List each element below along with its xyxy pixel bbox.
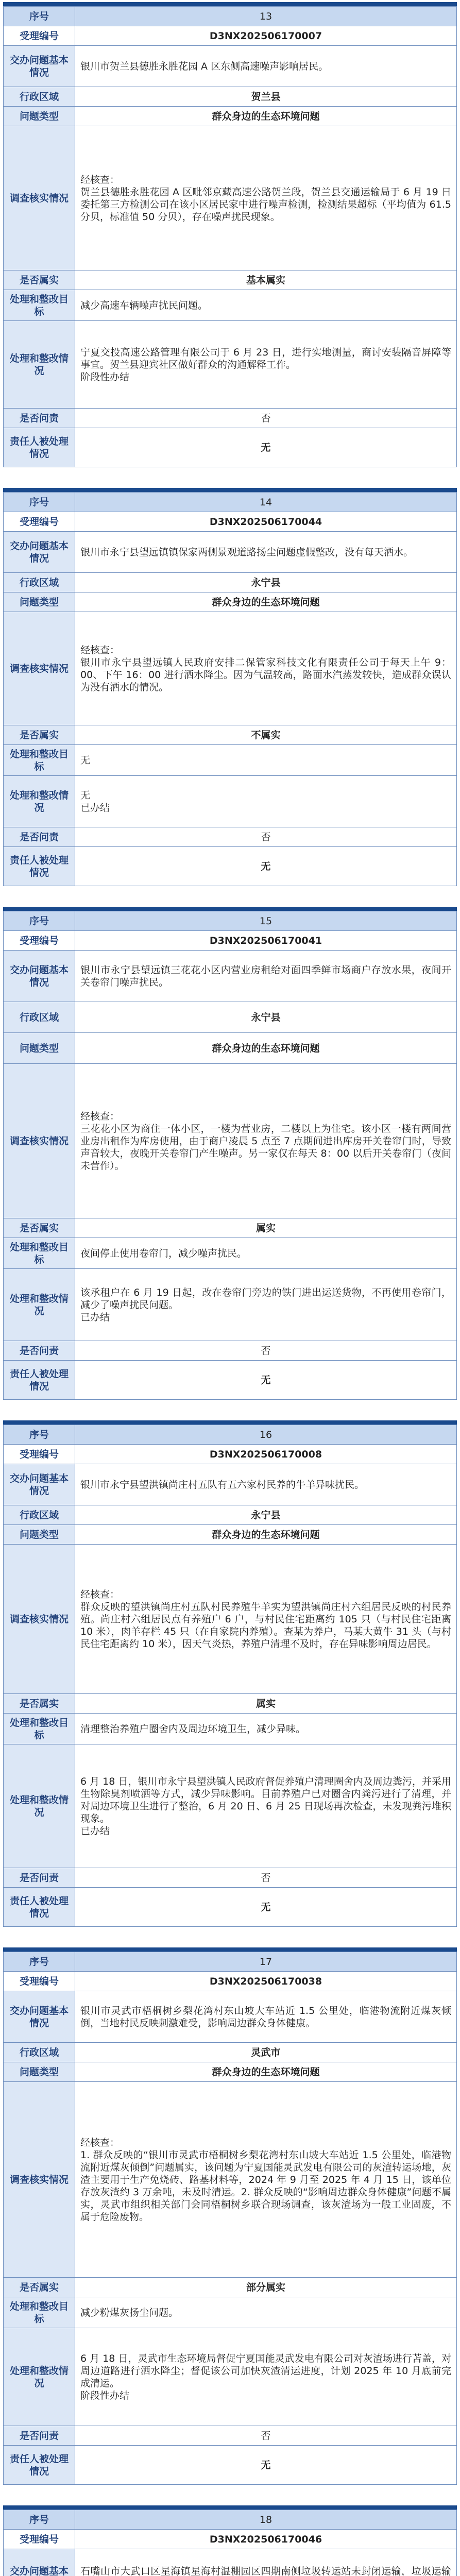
district-value: 永宁县: [75, 573, 457, 592]
record-14: [3, 488, 457, 886]
status-tail: 阶段性办结: [80, 2389, 130, 2401]
accountable-value: 否: [75, 1868, 457, 1888]
serial-label: 序号: [4, 1952, 75, 1972]
record-table: [3, 1952, 457, 2485]
content-value: 银川市永宁县望洪镇尚庄村五队有五六家村民养的牛羊异味扰民。: [75, 1464, 457, 1505]
accountable-label: 是否问责: [4, 1341, 75, 1361]
type-label: 问题类型: [4, 107, 75, 126]
district-label: 行政区域: [4, 1002, 75, 1033]
status-value: [75, 776, 457, 827]
serial-value: 13: [75, 7, 457, 26]
goal-value: 夜间停止使用卷帘门，减少噪声扰民。: [75, 1238, 457, 1269]
serial-label: 序号: [4, 2510, 75, 2530]
code-value: D3NX202506170038: [75, 1972, 457, 1991]
content-value: 石嘴山市大武口区星海镇星海村温棚园区四期南侧垃圾转运站未封闭运输，垃圾运输: [75, 2549, 457, 2576]
code-value: D3NX202506170044: [75, 512, 457, 532]
verified-label: 是否属实: [4, 725, 75, 745]
verified-value: 部分属实: [75, 2278, 457, 2297]
status-label: 处理和整改情况: [4, 776, 75, 827]
content-label: 交办问题基本情况: [4, 1464, 75, 1505]
status-tail: 阶段性办结: [80, 371, 130, 383]
code-value: D3NX202506170007: [75, 26, 457, 46]
verified-label: 是否属实: [4, 2278, 75, 2297]
survey-body: 贺兰县德胜永胜花园 A 区毗邻京藏高速公路贺兰段，贺兰县交通运输局于 6 月 19 日委托第三方检测公司在该小区居民家中进行噪声检测，检测结果超标（平均值为 61.5 分贝，标准值 50 分贝），存在噪声扰民现象。: [80, 186, 451, 223]
serial-value: 17: [75, 1952, 457, 1972]
district-value: 永宁县: [75, 1505, 457, 1525]
record-top-bar: [3, 2505, 457, 2510]
record-table: [3, 1425, 457, 1927]
record-18: [3, 2505, 457, 2576]
survey-head: 经核查：: [80, 174, 120, 185]
district-value: 贺兰县: [75, 87, 457, 107]
accountable-value: 否: [75, 409, 457, 428]
survey-body: 1. 群众反映的“银川市灵武市梧桐树乡梨花湾村东山坡大车站近 1.5 公里处，临港物流附近煤灰倾倒”问题属实，该问题为宁夏国能灵武发电有限公司的灰渣转运场地，灰渣主要用于生产免烧砖、路基材料等，2024 年 9 月至 2025 年 4 月 15 日，该单位存放灰渣约 3 万余吨，未及时清运。2. 群众反映的“影响周边群众身体健康”问题不属实，灵武市组织相关部门会同梧桐树乡联合现场调查，该灰渣场为一般工业固废，不属于危险废物。: [80, 2149, 451, 2223]
status-value: [75, 1744, 457, 1868]
accountable-value: 否: [75, 2426, 457, 2446]
person-label: 责任人被处理情况: [4, 2446, 75, 2485]
serial-label: 序号: [4, 911, 75, 931]
verified-value: 属实: [75, 1694, 457, 1714]
survey-body: 群众反映的望洪镇尚庄村五队村民养殖牛羊实为望洪镇尚庄村六组居民反映的村民养殖。尚庄村六组居民点有养殖户 6 户，与村民住宅距离约 105 只（与村民住宅距离 10 米），肉羊存栏 45 只（在自家院内养殖）。查某为养户，马某大黄牛 31 头（与村民住宅距离约 10 米），因天气炎热，养殖户清理不及时，存在异味影响周边居民。: [80, 1601, 451, 1650]
serial-value: 14: [75, 493, 457, 512]
content-label: 交办问题基本: [4, 2549, 75, 2576]
person-value: 无: [75, 847, 457, 886]
status-label: 处理和整改情况: [4, 1269, 75, 1341]
type-value: 群众身边的生态环境问题: [75, 1525, 457, 1545]
person-label: 责任人被处理情况: [4, 428, 75, 467]
type-label: 问题类型: [4, 592, 75, 612]
status-label: 处理和整改情况: [4, 321, 75, 409]
status-value: [75, 2328, 457, 2426]
type-label: 问题类型: [4, 1525, 75, 1545]
content-label: 交办问题基本情况: [4, 532, 75, 573]
goal-value: 减少高速车辆噪声扰民问题。: [75, 290, 457, 321]
type-label: 问题类型: [4, 2062, 75, 2082]
goal-label: 处理和整改目标: [4, 290, 75, 321]
record-top-bar: [3, 2, 457, 6]
content-value: 银川市永宁县望远镇镇保家两侧景观道路扬尘问题虚假整改，没有每天洒水。: [75, 532, 457, 573]
status-body: 该承租户在 6 月 19 日起，改在卷帘门旁边的铁门进出运送货物，不再使用卷帘门，减少了噪声扰民问题。: [80, 1286, 451, 1311]
code-label: 受理编号: [4, 931, 75, 951]
accountable-value: 否: [75, 1341, 457, 1361]
verified-label: 是否属实: [4, 270, 75, 290]
code-label: 受理编号: [4, 26, 75, 46]
goal-value: 减少粉煤灰扬尘问题。: [75, 2297, 457, 2328]
survey-head: 经核查：: [80, 644, 120, 656]
person-label: 责任人被处理情况: [4, 1888, 75, 1927]
status-label: 处理和整改情况: [4, 2328, 75, 2426]
accountable-label: 是否问责: [4, 2426, 75, 2446]
record-table: [3, 2510, 457, 2576]
code-label: 受理编号: [4, 1445, 75, 1464]
content-value: 银川市永宁县望远镇三花花小区内营业房租给对面四季鲜市场商户存放水果，夜间开关卷帘门噪声扰民。: [75, 951, 457, 1002]
survey-label: 调查核实情况: [4, 2082, 75, 2278]
status-body: 6 月 18 日，灵武市生态环境局督促宁夏国能灵武发电有限公司对灰渣场进行苫盖，对周边道路进行洒水降尘；督促该公司加快灰渣清运进度，计划 2025 年 10 月底前完成清运。: [80, 2352, 451, 2389]
record-13: [3, 2, 457, 467]
survey-label: 调查核实情况: [4, 126, 75, 270]
status-body: 无: [80, 789, 91, 801]
code-label: 受理编号: [4, 2530, 75, 2549]
survey-label: 调查核实情况: [4, 1545, 75, 1694]
serial-value: 18: [75, 2510, 457, 2530]
record-top-bar: [3, 1420, 457, 1425]
person-value: 无: [75, 1361, 457, 1400]
district-label: 行政区域: [4, 573, 75, 592]
verified-label: 是否属实: [4, 1218, 75, 1238]
type-value: 群众身边的生态环境问题: [75, 592, 457, 612]
status-body: 6 月 18 日，银川市永宁县望洪镇人民政府督促养殖户清理圈舍内及周边粪污，并采用生物除臭剂喷洒等方式，减少异味影响。目前养殖户已对圈舍内粪污进行了清理，并对周边环境卫生进行了整治，6 月 20 日、6 月 25 日现场再次检查，未发现粪污堆积现象。: [80, 1775, 451, 1824]
district-label: 行政区域: [4, 2043, 75, 2062]
accountable-value: 否: [75, 827, 457, 847]
code-value: D3NX202506170041: [75, 931, 457, 951]
content-label: 交办问题基本情况: [4, 46, 75, 87]
survey-value: [75, 1064, 457, 1218]
district-label: 行政区域: [4, 1505, 75, 1525]
code-label: 受理编号: [4, 512, 75, 532]
person-value: 无: [75, 2446, 457, 2485]
person-value: 无: [75, 1888, 457, 1927]
content-label: 交办问题基本情况: [4, 951, 75, 1002]
district-label: 行政区域: [4, 87, 75, 107]
record-top-bar: [3, 907, 457, 911]
person-value: 无: [75, 428, 457, 467]
survey-value: [75, 1545, 457, 1694]
record-top-bar: [3, 488, 457, 492]
record-top-bar: [3, 1947, 457, 1952]
record-table: [3, 6, 457, 467]
survey-body: 银川市永宁县望远镇人民政府安排二保管家科技文化有限责任公司于每天上午 9：00、下午 16：00 进行洒水降尘。因为气温较高，路面水汽蒸发较快，造成群众误认为没有洒水的情况。: [80, 656, 451, 693]
content-label: 交办问题基本情况: [4, 1991, 75, 2043]
accountable-label: 是否问责: [4, 1868, 75, 1888]
record-table: [3, 492, 457, 886]
status-tail: 已办结: [80, 1825, 110, 1837]
goal-label: 处理和整改目标: [4, 1714, 75, 1744]
goal-value: 清理整治养殖户圈舍内及周边环境卫生，减少异味。: [75, 1714, 457, 1744]
status-tail: 已办结: [80, 802, 110, 814]
verified-label: 是否属实: [4, 1694, 75, 1714]
type-value: 群众身边的生态环境问题: [75, 2062, 457, 2082]
status-label: 处理和整改情况: [4, 1744, 75, 1868]
status-tail: 已办结: [80, 1311, 110, 1323]
serial-label: 序号: [4, 493, 75, 512]
verified-value: 基本属实: [75, 270, 457, 290]
content-value: 银川市贺兰县德胜永胜花园 A 区东侧高速噪声影响居民。: [75, 46, 457, 87]
document-page: [0, 2, 460, 2576]
status-value: [75, 1269, 457, 1341]
survey-label: 调查核实情况: [4, 612, 75, 725]
verified-value: 属实: [75, 1218, 457, 1238]
record-15: [3, 907, 457, 1400]
serial-value: 15: [75, 911, 457, 931]
code-value: D3NX202506170046: [75, 2530, 457, 2549]
status-body: 宁夏交投高速公路管理有限公司于 6 月 23 日，进行实地测量，商讨安装隔音屏障等事宜。贺兰县迎宾社区做好群众的沟通解释工作。: [80, 346, 451, 370]
accountable-label: 是否问责: [4, 827, 75, 847]
serial-label: 序号: [4, 7, 75, 26]
type-value: 群众身边的生态环境问题: [75, 1033, 457, 1064]
type-value: 群众身边的生态环境问题: [75, 107, 457, 126]
district-value: 灵武市: [75, 2043, 457, 2062]
survey-value: [75, 2082, 457, 2278]
record-17: [3, 1947, 457, 2485]
status-value: [75, 321, 457, 409]
survey-head: 经核查：: [80, 2137, 120, 2148]
verified-value: 不属实: [75, 725, 457, 745]
survey-head: 经核查：: [80, 1588, 120, 1600]
survey-head: 经核查：: [80, 1110, 120, 1122]
person-label: 责任人被处理情况: [4, 847, 75, 886]
survey-label: 调查核实情况: [4, 1064, 75, 1218]
goal-label: 处理和整改目标: [4, 745, 75, 776]
district-value: 永宁县: [75, 1002, 457, 1033]
survey-value: [75, 612, 457, 725]
goal-value: 无: [75, 745, 457, 776]
serial-label: 序号: [4, 1425, 75, 1445]
record-table: [3, 911, 457, 1400]
survey-body: 三花花小区为商住一体小区，一楼为营业房，二楼以上为住宅。该小区一楼有两间营业房出租作为库房使用，由于商户凌晨 5 点至 7 点期间进出库房开关卷帘门时，导致声音较大，夜晚开关卷帘门产生噪声。另一家仅在每天 8：00 以后开关卷帘门（夜间未营作）。: [80, 1123, 451, 1172]
survey-value: [75, 126, 457, 270]
goal-label: 处理和整改目标: [4, 1238, 75, 1269]
goal-label: 处理和整改目标: [4, 2297, 75, 2328]
serial-value: 16: [75, 1425, 457, 1445]
content-value: 银川市灵武市梧桐树乡梨花湾村东山坡大车站近 1.5 公里处，临港物流附近煤灰倾倒，当地村民反映刺激难受，影响周边群众身体健康。: [75, 1991, 457, 2043]
code-label: 受理编号: [4, 1972, 75, 1991]
person-label: 责任人被处理情况: [4, 1361, 75, 1400]
code-value: D3NX202506170008: [75, 1445, 457, 1464]
accountable-label: 是否问责: [4, 409, 75, 428]
record-16: [3, 1420, 457, 1927]
type-label: 问题类型: [4, 1033, 75, 1064]
